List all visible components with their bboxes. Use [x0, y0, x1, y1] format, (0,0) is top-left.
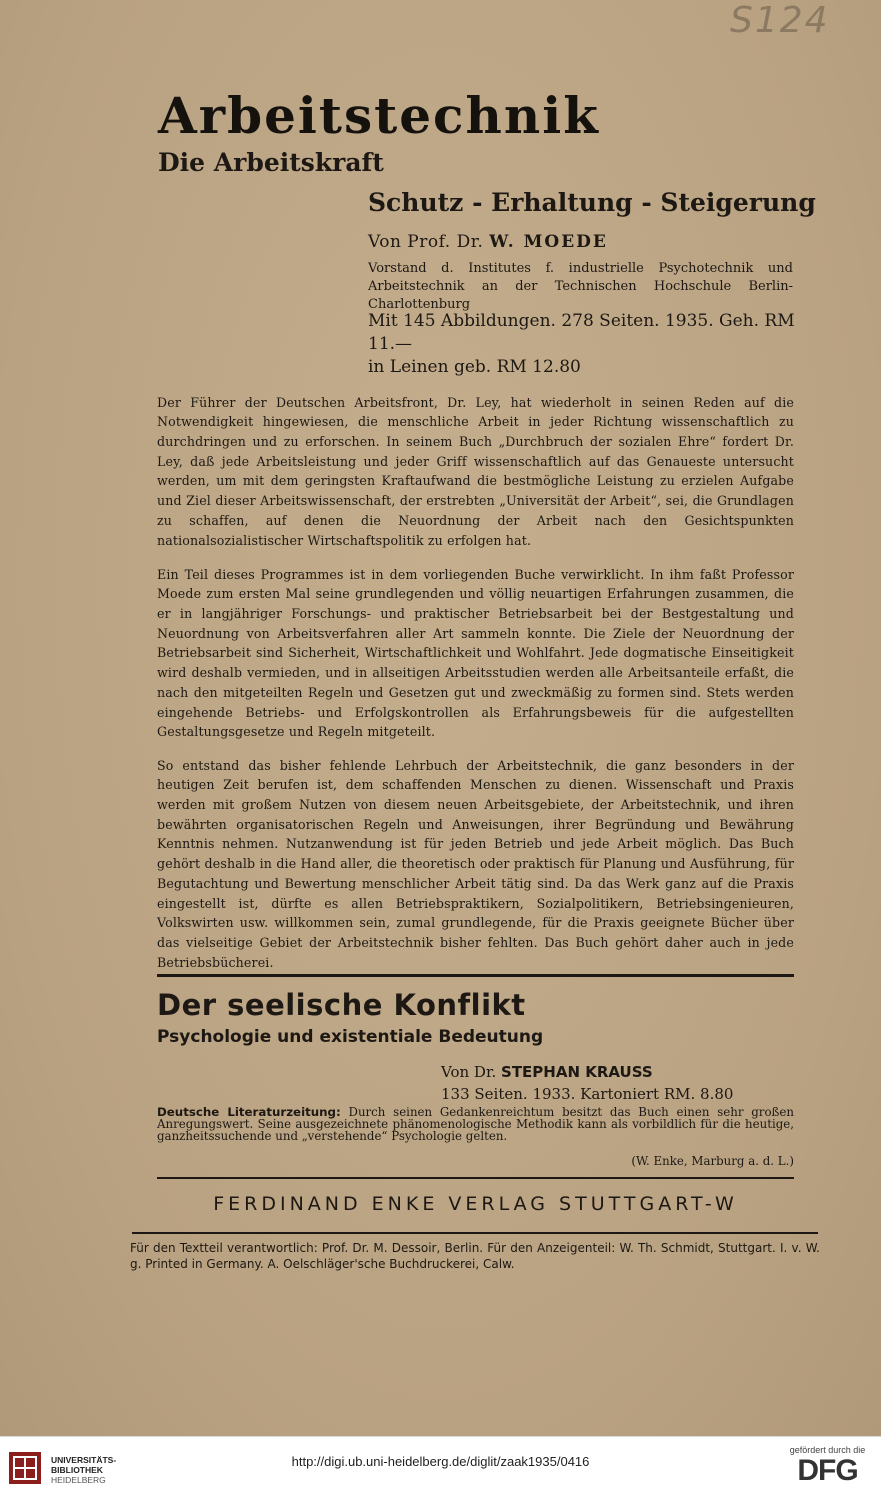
book1-affiliation: Vorstand d. Institutes f. industrielle Psychotechnik und Arbeitstechnik an der Technischen Hochschule Berlin-Charlottenburg [368, 261, 793, 312]
review-text: Durch seinen Gedankenreichtum besitzt das Buch einen sehr großen Anregungswert. Seine ausgezeichnete phänomenologische Methodik kann als vorbildlich für die heutige, ganzheitssuchende und „verstehende“ Psychologie gelten. [157, 1105, 795, 1143]
book1-paragraph: So entstand das bisher fehlende Lehrbuch der Arbeitstechnik, die ganz besonders in der heutigen Zeit berufen ist, dem schaffenden Menschen zu dienen. Wissenschaft und Praxis werden mit großem Nutzen von diesem neuen Arbeitsgebiete, der Arbeitstechnik, und ihren bewährten organisatorischen Regeln und Anweisungen, ihrer Begründung und Bewährung Kenntnis nehmen. Nutzanwendung ist für jeden Betrieb und jede Arbeit möglich. Das Buch gehört deshalb in die Hand aller, die theoretisch oder praktisch für Planung und Ausführung, für Begutachtung und Bewertung menschlicher Arbeit tätig sind. Da das Werk ganz auf die Praxis eingestellt ist, dürfte es allen Betriebspraktikern, Sozialpolitikern, Betriebsingenieuren, Volkswirten usw. willkommen sein, zumal grundlegende, für die Praxis geeignete Bücher über das vielseitige Gebiet der Arbeitstechnik bisher fehlten. Das Buch gehört daher auch in jede Betriebsbücherei. [157, 757, 794, 970]
archive-shelfmark: S124 [730, 0, 830, 41]
book2-title: Der seelische Konflikt [157, 988, 526, 1022]
viewer-footer [0, 1436, 881, 1502]
library-name-line-3: HEIDELBERG [51, 1475, 106, 1485]
library-name-line-1: UNIVERSITÄTS- [51, 1455, 117, 1465]
book2-author-line [441, 1063, 653, 1081]
book1-author-line [368, 232, 608, 252]
book1-pub-info-1: Mit 145 Abbildungen. 278 Seiten. 1935. Geh. RM 11.— [368, 311, 795, 354]
book1-pub-info-2: in Leinen geb. RM 12.80 [368, 357, 581, 377]
book2-author-prefix: Von Dr. [441, 1063, 497, 1081]
library-name-line-2: BIBLIOTHEK [51, 1465, 103, 1475]
book2-author-name: STEPHAN KRAUSS [501, 1063, 653, 1081]
review-reviewer: (W. Enke, Marburg a. d. L.) [631, 1154, 794, 1168]
book1-title: Arbeitstechnik [158, 86, 600, 145]
book1-subtitle-2: Schutz - Erhaltung - Steigerung [368, 188, 816, 217]
book1-author-name: W. MOEDE [489, 232, 608, 252]
funder-caption: gefördert durch die [789, 1445, 866, 1455]
source-url-link[interactable]: http://digi.ub.uni-heidelberg.de/diglit/zaak1935/0416 [291, 1454, 590, 1469]
book2-pub-info: 133 Seiten. 1933. Kartoniert RM. 8.80 [441, 1085, 734, 1103]
divider [132, 1232, 818, 1234]
book1-paragraph: Der Führer der Deutschen Arbeitsfront, Dr. Ley, hat wiederholt in seinen Reden auf die Notwendigkeit hingewiesen, die menschliche Arbeit in jeder Richtung wissenschaftlich zu durchdringen und zu erforschen. In seinem Buch „Durchbruch der sozialen Ehre“ fordert Dr. Ley, daß jede Arbeitsleistung und jeder Griff wissenschaftlich auf das Genaueste untersucht werden, um mit dem geringsten Kraftaufwand die bestmögliche Leistung zu erzielen Aufgabe und Ziel dieser Arbeitswissenschaft, der erstrebten „Universität der Arbeit“, sei, die Grundlagen zu schaffen, auf denen die Neuordnung der Arbeit nach den Gesichtspunkten nationalsozialistischer Wirtschaftspolitik zu erfolgen hat. [157, 394, 794, 548]
review-source-name: Deutsche Literaturzeitung: [157, 1105, 341, 1119]
book1-paragraph: Ein Teil dieses Programmes ist in dem vorliegenden Buche verwirklicht. In ihm faßt Professor Moede zum ersten Mal seine grundlegenden und völlig neuartigen Erfahrungen zusammen, die er in langjähriger Forschungs- und praktischer Betriebsarbeit bei der Bestgestaltung und Neuordnung von Arbeitsverfahren aller Art sammeln konnte. Die Ziele der Neuordnung der Betriebsarbeit sind Sicherheit, Wirtschaftlichkeit und Wohlfahrt. Jede dogmatische Einseitigkeit wird deshalb vermieden, und in allseitigen Arbeitsstudien werden alle Arbeitsanteile erfaßt, die nach den mitgeteilten Regeln und Gesetzen gut und zweckmäßig zu formen sind. Stets werden eingehende Betriebs- und Erfolgskontrollen als Erfahrungsbeweis für die aufgestellten Gestaltungsgesetze und Regeln mitgeteilt. [157, 566, 794, 740]
dfg-logo-icon: DFG [797, 1454, 858, 1487]
book1-pub-info [368, 310, 798, 379]
funder-logo[interactable] [780, 1445, 875, 1495]
book2-subtitle: Psychologie und existentiale Bedeutung [157, 1027, 544, 1047]
footer-imprint: Für den Textteil verantwortlich: Prof. Dr. M. Dessoir, Berlin. Für den Anzeigenteil: W. Th. Schmidt, Stuttgart. I. v. W. g. Printed in Germany. A. Oelschläger'sche Buchdruckerei, Calw. [130, 1241, 820, 1271]
book2-review [157, 1106, 794, 1142]
publisher-name: FERDINAND ENKE VERLAG STUTTGART-W [213, 1193, 738, 1215]
divider [157, 974, 794, 977]
book1-author-prefix: Von Prof. Dr. [368, 232, 484, 252]
book1-subtitle-1: Die Arbeitskraft [158, 148, 384, 177]
divider [157, 1177, 794, 1179]
